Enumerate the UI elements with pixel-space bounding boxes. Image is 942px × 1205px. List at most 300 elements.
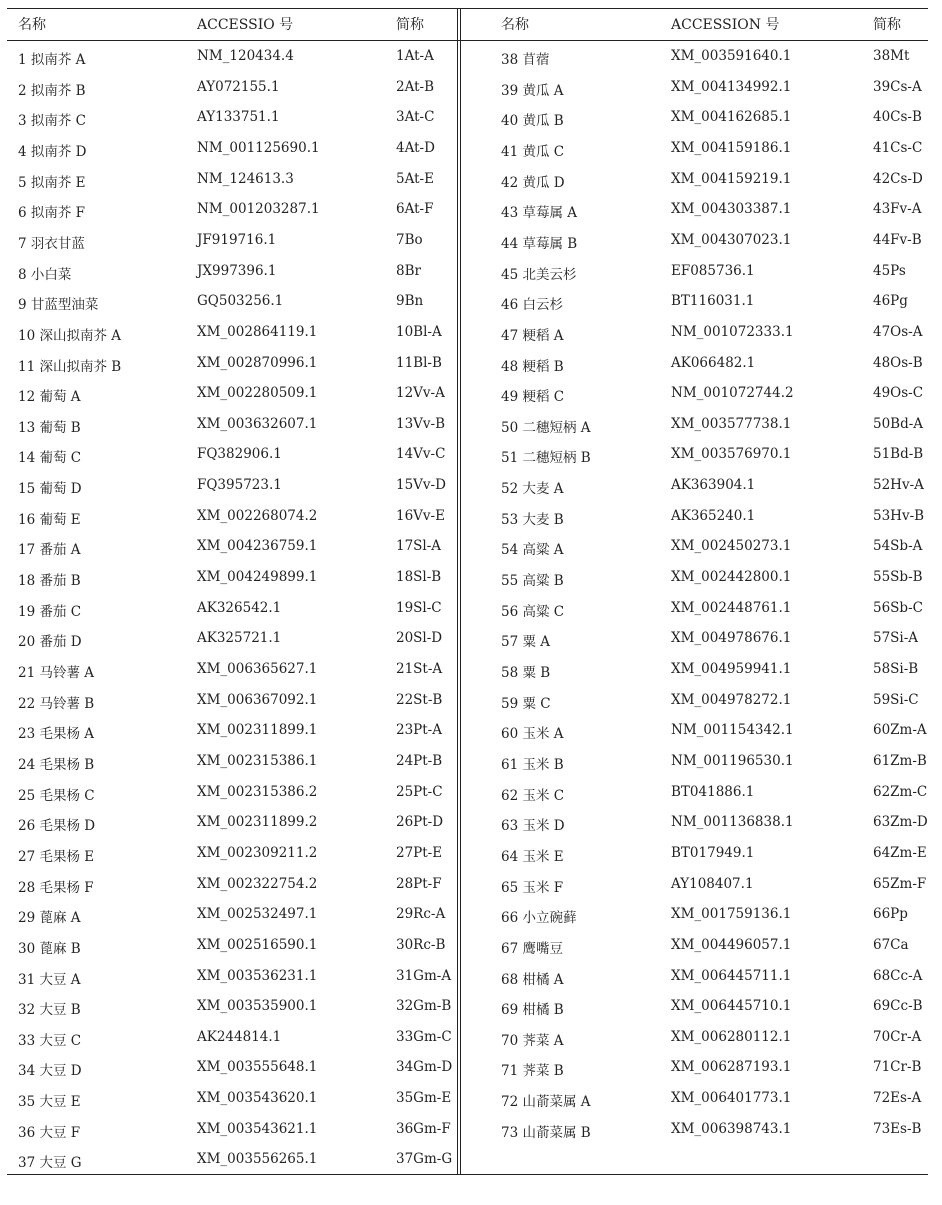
header-name: 名称	[501, 17, 529, 33]
cell-accession: XM_001759136.1	[671, 906, 792, 923]
cell-abbr: 18Sl-B	[396, 569, 442, 586]
table-row	[461, 470, 928, 500]
cell-abbr: 46Pg	[873, 293, 908, 310]
cell-name: 55 高粱 B	[501, 573, 564, 590]
cell-name: 5 拟南芥 E	[18, 174, 86, 191]
cell-accession: XM_002442800.1	[671, 569, 792, 586]
table-row	[7, 531, 457, 561]
cell-accession: XM_002870996.1	[197, 354, 318, 371]
cell-abbr: 53Hv-B	[873, 507, 925, 524]
table-row	[7, 439, 457, 469]
table-row	[461, 961, 928, 991]
cell-accession: AK365240.1	[671, 507, 756, 524]
cell-name: 33 大豆 C	[18, 1032, 82, 1049]
cell-abbr: 6At-F	[396, 201, 434, 218]
table-row	[461, 685, 928, 715]
cell-name: 32 大豆 B	[18, 1002, 81, 1019]
cell-accession: XM_002315386.1	[197, 752, 318, 769]
cell-name: 52 大麦 A	[501, 481, 564, 498]
cell-name: 57 粟 A	[501, 634, 551, 651]
table-row	[461, 899, 928, 929]
cell-accession: XM_003577738.1	[671, 415, 792, 432]
cell-accession: XM_004159219.1	[671, 170, 792, 187]
cell-accession: XM_003632607.1	[197, 415, 318, 432]
cell-abbr: 16Vv-E	[396, 507, 445, 524]
cell-accession: BT041886.1	[671, 783, 755, 800]
cell-accession: XM_004236759.1	[197, 538, 318, 555]
cell-abbr: 73Es-B	[873, 1120, 922, 1137]
cell-abbr: 39Cs-A	[873, 78, 922, 95]
cell-name: 35 大豆 E	[18, 1094, 81, 1111]
cell-name: 10 深山拟南芥 A	[18, 327, 122, 344]
header-abbr: 简称	[873, 17, 901, 33]
header-accession: ACCESSION 号	[671, 17, 780, 33]
cell-accession: XM_006365627.1	[197, 661, 318, 677]
table-row	[7, 562, 457, 592]
table-row	[461, 654, 928, 684]
table-left-half	[7, 8, 457, 1174]
cell-abbr: 67Ca	[873, 936, 909, 953]
table-row	[7, 501, 457, 531]
cell-abbr: 61Zm-B	[873, 752, 927, 769]
cell-name: 54 高粱 A	[501, 542, 564, 559]
cell-abbr: 60Zm-A	[873, 722, 927, 739]
table-row	[461, 593, 928, 623]
cell-abbr: 45Ps	[873, 262, 906, 279]
table-row	[7, 194, 457, 224]
cell-name: 3 拟南芥 C	[18, 113, 87, 130]
table-row	[461, 72, 928, 102]
cell-accession: XM_006398743.1	[671, 1120, 792, 1137]
cell-name: 26 毛果杨 D	[18, 818, 96, 835]
table-row	[7, 777, 457, 807]
cell-accession: XM_002311899.1	[197, 722, 318, 739]
table-row	[461, 838, 928, 868]
cell-abbr: 10Bl-A	[396, 323, 442, 340]
cell-abbr: 51Bd-B	[873, 446, 924, 463]
cell-name: 24 毛果杨 B	[18, 756, 95, 773]
table-row	[461, 531, 928, 561]
cell-abbr: 4At-D	[396, 139, 435, 156]
cell-accession: XM_002532497.1	[197, 906, 318, 923]
cell-accession: XM_002311899.2	[197, 814, 318, 831]
cell-abbr: 26Pt-D	[396, 814, 444, 831]
table-row	[7, 102, 457, 132]
cell-accession: XM_003576970.1	[671, 446, 792, 463]
cell-name: 43 草莓属 A	[501, 205, 578, 222]
cell-accession: XM_002448761.1	[671, 599, 792, 616]
cell-name: 9 甘蓝型油菜	[18, 297, 99, 314]
cell-abbr: 43Fv-A	[873, 201, 922, 218]
cell-abbr: 30Rc-B	[396, 936, 446, 953]
cell-name: 56 高粱 C	[501, 603, 565, 620]
cell-abbr: 33Gm-C	[396, 1028, 452, 1045]
cell-accession: XM_006445710.1	[671, 998, 792, 1015]
cell-name: 48 粳稻 B	[501, 358, 564, 375]
cell-abbr: 65Zm-F	[873, 875, 927, 892]
cell-accession: NM_120434.4	[197, 48, 294, 64]
cell-abbr: 12Vv-A	[396, 385, 445, 402]
cell-name: 29 蓖麻 A	[18, 910, 81, 927]
cell-name: 72 山萮菜属 A	[501, 1094, 591, 1111]
cell-accession: AK326542.1	[197, 599, 282, 616]
table-row	[461, 746, 928, 776]
cell-name: 53 大麦 B	[501, 511, 564, 528]
cell-accession: NM_001136838.1	[671, 814, 794, 831]
table-row	[7, 715, 457, 745]
table-row	[7, 593, 457, 623]
header-abbr: 简称	[396, 17, 424, 33]
cell-abbr: 63Zm-D	[873, 814, 928, 831]
cell-name: 61 玉米 B	[501, 756, 564, 773]
cell-accession: NM_001203287.1	[197, 201, 320, 218]
cell-name: 68 柑橘 A	[501, 971, 564, 988]
table-row	[7, 164, 457, 194]
cell-accession: JF919716.1	[197, 231, 277, 248]
cell-abbr: 21St-A	[396, 661, 443, 677]
table-row	[7, 378, 457, 408]
cell-name: 70 荠菜 A	[501, 1032, 564, 1049]
cell-abbr: 70Cr-A	[873, 1028, 922, 1045]
cell-accession: XM_006287193.1	[671, 1059, 792, 1076]
table-row	[461, 1114, 928, 1144]
header-accession: ACCESSIO 号	[197, 17, 294, 33]
table-row	[7, 225, 457, 255]
table-row	[461, 501, 928, 531]
cell-name: 21 马铃薯 A	[18, 665, 95, 681]
cell-name: 1 拟南芥 A	[18, 52, 86, 68]
cell-accession: XM_002268074.2	[197, 507, 318, 524]
cell-accession: XM_002450273.1	[671, 538, 792, 555]
cell-abbr: 71Cr-B	[873, 1059, 922, 1076]
cell-accession: XM_004249899.1	[197, 569, 318, 586]
cell-name: 2 拟南芥 B	[18, 82, 86, 99]
cell-abbr: 5At-E	[396, 170, 434, 187]
cell-abbr: 54Sb-A	[873, 538, 923, 555]
cell-name: 15 葡萄 D	[18, 481, 82, 498]
cell-accession: NM_001072333.1	[671, 323, 794, 340]
cell-name: 39 黄瓜 A	[501, 82, 564, 99]
cell-abbr: 57Si-A	[873, 630, 919, 647]
cell-name: 34 大豆 D	[18, 1063, 82, 1080]
table-row	[461, 715, 928, 745]
table-row	[7, 807, 457, 837]
cell-name: 65 玉米 F	[501, 879, 564, 896]
cell-accession: XM_003556265.1	[197, 1151, 318, 1168]
table-row	[7, 930, 457, 960]
cell-abbr: 35Gm-E	[396, 1090, 452, 1107]
table-row	[461, 991, 928, 1021]
cell-accession: XM_004959941.1	[671, 661, 792, 677]
cell-accession: XM_003535900.1	[197, 998, 318, 1015]
cell-accession: XM_004162685.1	[671, 109, 792, 126]
cell-abbr: 2At-B	[396, 78, 435, 95]
cell-accession: FQ395723.1	[197, 477, 282, 494]
cell-abbr: 56Sb-C	[873, 599, 923, 616]
cell-abbr: 64Zm-E	[873, 844, 927, 861]
cell-name: 8 小白菜	[18, 266, 72, 283]
cell-name: 11 深山拟南芥 B	[18, 358, 122, 375]
cell-abbr: 25Pt-C	[396, 783, 443, 800]
cell-name: 18 番茄 B	[18, 573, 81, 590]
cell-name: 25 毛果杨 C	[18, 787, 95, 804]
cell-name: 12 葡萄 A	[18, 389, 81, 406]
cell-name: 71 荠菜 B	[501, 1063, 564, 1080]
cell-accession: XM_004978676.1	[671, 630, 792, 647]
cell-abbr: 11Bl-B	[396, 354, 442, 371]
cell-accession: AK325721.1	[197, 630, 282, 647]
cell-abbr: 20Sl-D	[396, 630, 443, 647]
cell-name: 20 番茄 D	[18, 634, 82, 651]
table-row	[461, 317, 928, 347]
cell-abbr: 14Vv-C	[396, 446, 446, 463]
table-row	[7, 1083, 457, 1113]
table-row	[461, 409, 928, 439]
table-row	[7, 1114, 457, 1144]
table-row	[7, 1144, 457, 1174]
cell-name: 45 北美云杉	[501, 266, 577, 283]
table-row	[461, 102, 928, 132]
cell-abbr: 36Gm-F	[396, 1120, 451, 1137]
cell-accession: XM_006401773.1	[671, 1090, 792, 1107]
cell-accession: AK244814.1	[197, 1028, 282, 1045]
cell-accession: XM_006445711.1	[671, 967, 792, 984]
table-row	[461, 1083, 928, 1113]
table-row	[7, 1022, 457, 1052]
cell-accession: XM_004134992.1	[671, 78, 792, 95]
cell-name: 64 玉米 E	[501, 848, 564, 865]
table-row	[461, 225, 928, 255]
cell-abbr: 8Br	[396, 262, 421, 279]
cell-accession: FQ382906.1	[197, 446, 282, 463]
cell-abbr: 49Os-C	[873, 385, 924, 402]
cell-accession: XM_002315386.2	[197, 783, 318, 800]
cell-accession: AY108407.1	[671, 875, 754, 892]
cell-name: 41 黄瓜 C	[501, 143, 565, 160]
cell-accession: NM_001196530.1	[671, 752, 794, 769]
cell-abbr: 59Si-C	[873, 691, 919, 708]
cell-name: 66 小立碗藓	[501, 910, 577, 927]
cell-accession: NM_001072744.2	[671, 385, 794, 402]
table-row	[461, 194, 928, 224]
cell-accession: JX997396.1	[197, 262, 277, 279]
cell-abbr: 58Si-B	[873, 661, 919, 677]
cell-accession: AK363904.1	[671, 477, 756, 494]
cell-name: 50 二穗短柄 A	[501, 419, 591, 436]
cell-accession: XM_002309211.2	[197, 844, 318, 861]
cell-accession: XM_003536231.1	[197, 967, 318, 984]
cell-abbr: 44Fv-B	[873, 231, 922, 248]
cell-name: 63 玉米 D	[501, 818, 565, 835]
cell-abbr: 9Bn	[396, 293, 424, 310]
cell-abbr: 55Sb-B	[873, 569, 923, 586]
cell-abbr: 31Gm-A	[396, 967, 452, 984]
table-row	[461, 286, 928, 316]
cell-abbr: 32Gm-B	[396, 998, 452, 1015]
table-row	[461, 623, 928, 653]
cell-name: 14 葡萄 C	[18, 450, 82, 467]
cell-abbr: 19Sl-C	[396, 599, 442, 616]
cell-name: 67 鹰嘴豆	[501, 940, 563, 957]
cell-name: 59 粟 C	[501, 695, 551, 712]
cell-name: 49 粳稻 C	[501, 389, 565, 406]
header-name: 名称	[18, 17, 46, 33]
cell-name: 23 毛果杨 A	[18, 726, 95, 743]
table-row	[7, 838, 457, 868]
cell-accession: NM_124613.3	[197, 170, 294, 187]
cell-abbr: 27Pt-E	[396, 844, 443, 861]
cell-abbr: 24Pt-B	[396, 752, 443, 769]
cell-abbr: 15Vv-D	[396, 477, 446, 494]
cell-accession: EF085736.1	[671, 262, 755, 279]
table-row	[7, 869, 457, 899]
table-row	[7, 72, 457, 102]
table-row	[7, 961, 457, 991]
table-row	[461, 1022, 928, 1052]
cell-name: 4 拟南芥 D	[18, 143, 87, 160]
table-row	[7, 133, 457, 163]
cell-name: 17 番茄 A	[18, 542, 81, 559]
table-row	[7, 685, 457, 715]
cell-name: 28 毛果杨 F	[18, 879, 94, 896]
cell-name: 46 白云杉	[501, 297, 563, 314]
cell-accession: AK066482.1	[671, 354, 756, 371]
cell-accession: XM_004978272.1	[671, 691, 792, 708]
cell-abbr: 1At-A	[396, 48, 434, 64]
cell-accession: NM_001125690.1	[197, 139, 320, 156]
cell-abbr: 69Cc-B	[873, 998, 923, 1015]
cell-accession: XM_003591640.1	[671, 48, 792, 64]
cell-abbr: 47Os-A	[873, 323, 923, 340]
cell-name: 44 草莓属 B	[501, 235, 578, 252]
cell-name: 13 葡萄 B	[18, 419, 81, 436]
cell-abbr: 40Cs-B	[873, 109, 922, 126]
table-row	[7, 654, 457, 684]
cell-abbr: 13Vv-B	[396, 415, 446, 432]
accession-table	[7, 8, 928, 1175]
table-row	[7, 746, 457, 776]
table-row	[7, 286, 457, 316]
cell-abbr: 37Gm-G	[396, 1151, 453, 1168]
table-row	[461, 1052, 928, 1082]
cell-accession: XM_002280509.1	[197, 385, 318, 402]
cell-accession: XM_002516590.1	[197, 936, 318, 953]
cell-name: 7 羽衣甘蓝	[18, 235, 85, 252]
cell-accession: XM_004496057.1	[671, 936, 792, 953]
cell-name: 27 毛果杨 E	[18, 848, 95, 865]
table-row	[7, 41, 457, 71]
cell-accession: XM_003555648.1	[197, 1059, 318, 1076]
table-row	[461, 133, 928, 163]
cell-accession: XM_006280112.1	[671, 1028, 792, 1045]
cell-accession: XM_003543620.1	[197, 1090, 318, 1107]
table-row	[7, 470, 457, 500]
cell-name: 60 玉米 A	[501, 726, 564, 743]
table-row	[7, 623, 457, 653]
cell-abbr: 42Cs-D	[873, 170, 923, 187]
cell-name: 22 马铃薯 B	[18, 695, 95, 712]
cell-name: 42 黄瓜 D	[501, 174, 565, 191]
cell-accession: BT017949.1	[671, 844, 755, 861]
cell-abbr: 41Cs-C	[873, 139, 923, 156]
cell-name: 73 山萮菜属 B	[501, 1124, 591, 1141]
cell-name: 31 大豆 A	[18, 971, 81, 988]
cell-abbr: 28Pt-F	[396, 875, 442, 892]
cell-name: 58 粟 B	[501, 665, 551, 681]
cell-abbr: 62Zm-C	[873, 783, 928, 800]
table-row	[461, 562, 928, 592]
cell-abbr: 23Pt-A	[396, 722, 442, 739]
cell-name: 16 葡萄 E	[18, 511, 81, 528]
table-row	[7, 409, 457, 439]
cell-name: 62 玉米 C	[501, 787, 565, 804]
table-row	[7, 256, 457, 286]
table-row	[461, 378, 928, 408]
table-right-half	[461, 8, 928, 1174]
table-row	[461, 348, 928, 378]
cell-abbr: 17Sl-A	[396, 538, 442, 555]
table-row	[461, 869, 928, 899]
cell-accession: AY133751.1	[197, 109, 280, 126]
cell-accession: AY072155.1	[197, 78, 280, 95]
table-row	[7, 348, 457, 378]
cell-name: 47 粳稻 A	[501, 327, 564, 344]
cell-accession: NM_001154342.1	[671, 722, 794, 739]
cell-name: 19 番茄 C	[18, 603, 82, 620]
cell-accession: GQ503256.1	[197, 293, 284, 310]
cell-accession: XM_004307023.1	[671, 231, 792, 248]
table-row	[7, 899, 457, 929]
cell-abbr: 22St-B	[396, 691, 443, 708]
cell-accession: XM_002322754.2	[197, 875, 318, 892]
cell-abbr: 38Mt	[873, 48, 910, 64]
cell-name: 38 苜蓿	[501, 52, 550, 68]
cell-abbr: 66Pp	[873, 906, 908, 923]
cell-name: 69 柑橘 B	[501, 1002, 564, 1019]
table-row	[461, 439, 928, 469]
table-row	[7, 991, 457, 1021]
table-row	[461, 930, 928, 960]
cell-name: 37 大豆 G	[18, 1155, 82, 1172]
cell-name: 30 蓖麻 B	[18, 940, 81, 957]
cell-accession: XM_002864119.1	[197, 323, 318, 340]
table-row	[461, 777, 928, 807]
cell-abbr: 68Cc-A	[873, 967, 923, 984]
table-row	[461, 256, 928, 286]
cell-abbr: 48Os-B	[873, 354, 923, 371]
cell-name: 40 黄瓜 B	[501, 113, 564, 130]
table-row	[461, 164, 928, 194]
cell-abbr: 72Es-A	[873, 1090, 922, 1107]
cell-accession: XM_004159186.1	[671, 139, 792, 156]
table-row	[461, 807, 928, 837]
table-row	[461, 41, 928, 71]
cell-accession: XM_003543621.1	[197, 1120, 318, 1137]
cell-abbr: 7Bo	[396, 231, 423, 248]
cell-name: 6 拟南芥 F	[18, 205, 86, 222]
cell-abbr: 34Gm-D	[396, 1059, 453, 1076]
cell-accession: BT116031.1	[671, 293, 755, 310]
cell-name: 51 二穗短柄 B	[501, 450, 591, 467]
table-row	[7, 317, 457, 347]
cell-abbr: 29Rc-A	[396, 906, 446, 923]
cell-abbr: 50Bd-A	[873, 415, 924, 432]
cell-name: 36 大豆 F	[18, 1124, 81, 1141]
cell-abbr: 52Hv-A	[873, 477, 924, 494]
cell-accession: XM_006367092.1	[197, 691, 318, 708]
cell-abbr: 3At-C	[396, 109, 435, 126]
table-row	[7, 1052, 457, 1082]
